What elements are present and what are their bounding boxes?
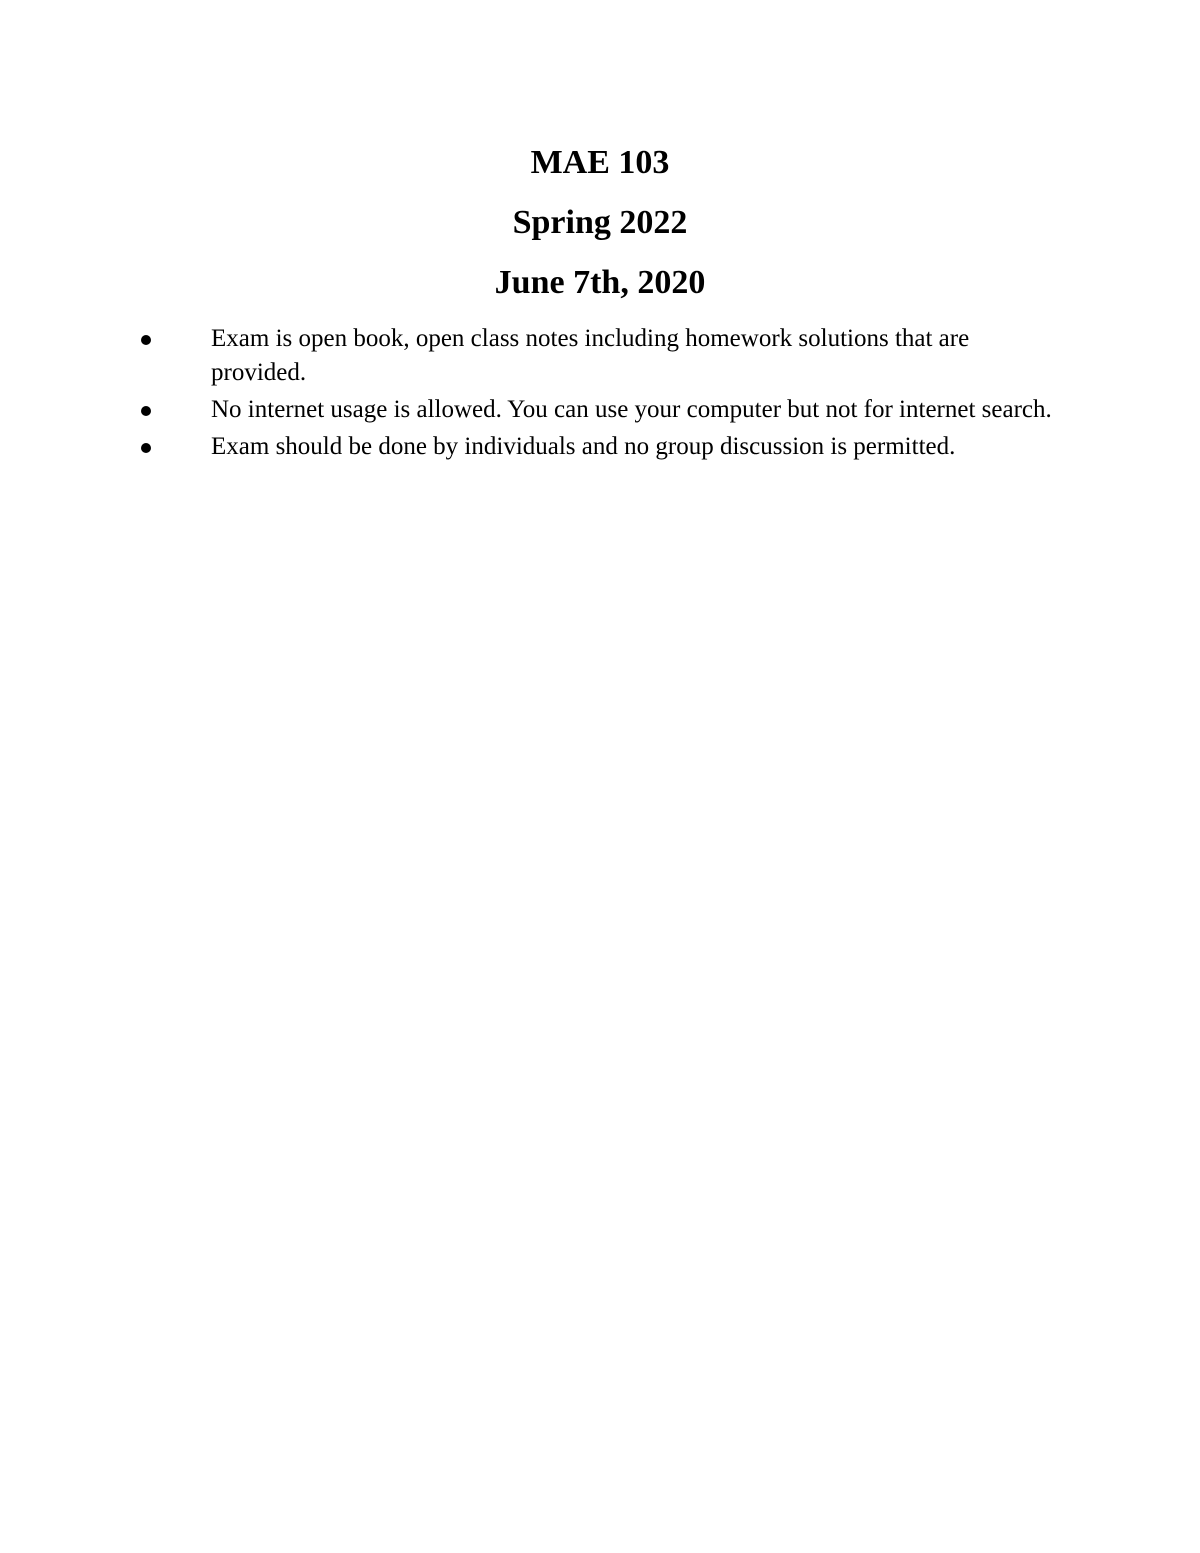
course-title: MAE 103 [530,144,670,181]
rule-text: No internet usage is allowed. You can use your computer but not for internet search. [211,396,1052,423]
rule-text: Exam is open book, open class notes including homework solutions that are provided. [211,325,970,386]
bullet-icon [141,443,151,453]
date-heading: June 7th, 2020 [494,264,706,301]
list-item [0,393,1200,427]
exam-rules-list [0,322,1200,467]
rule-text: Exam should be done by individuals and no group discussion is permitted. [211,433,956,460]
list-item [0,430,1200,464]
bullet-icon [141,335,151,345]
term-heading: Spring 2022 [512,204,688,241]
list-item [0,322,1200,390]
bullet-icon [141,406,151,416]
